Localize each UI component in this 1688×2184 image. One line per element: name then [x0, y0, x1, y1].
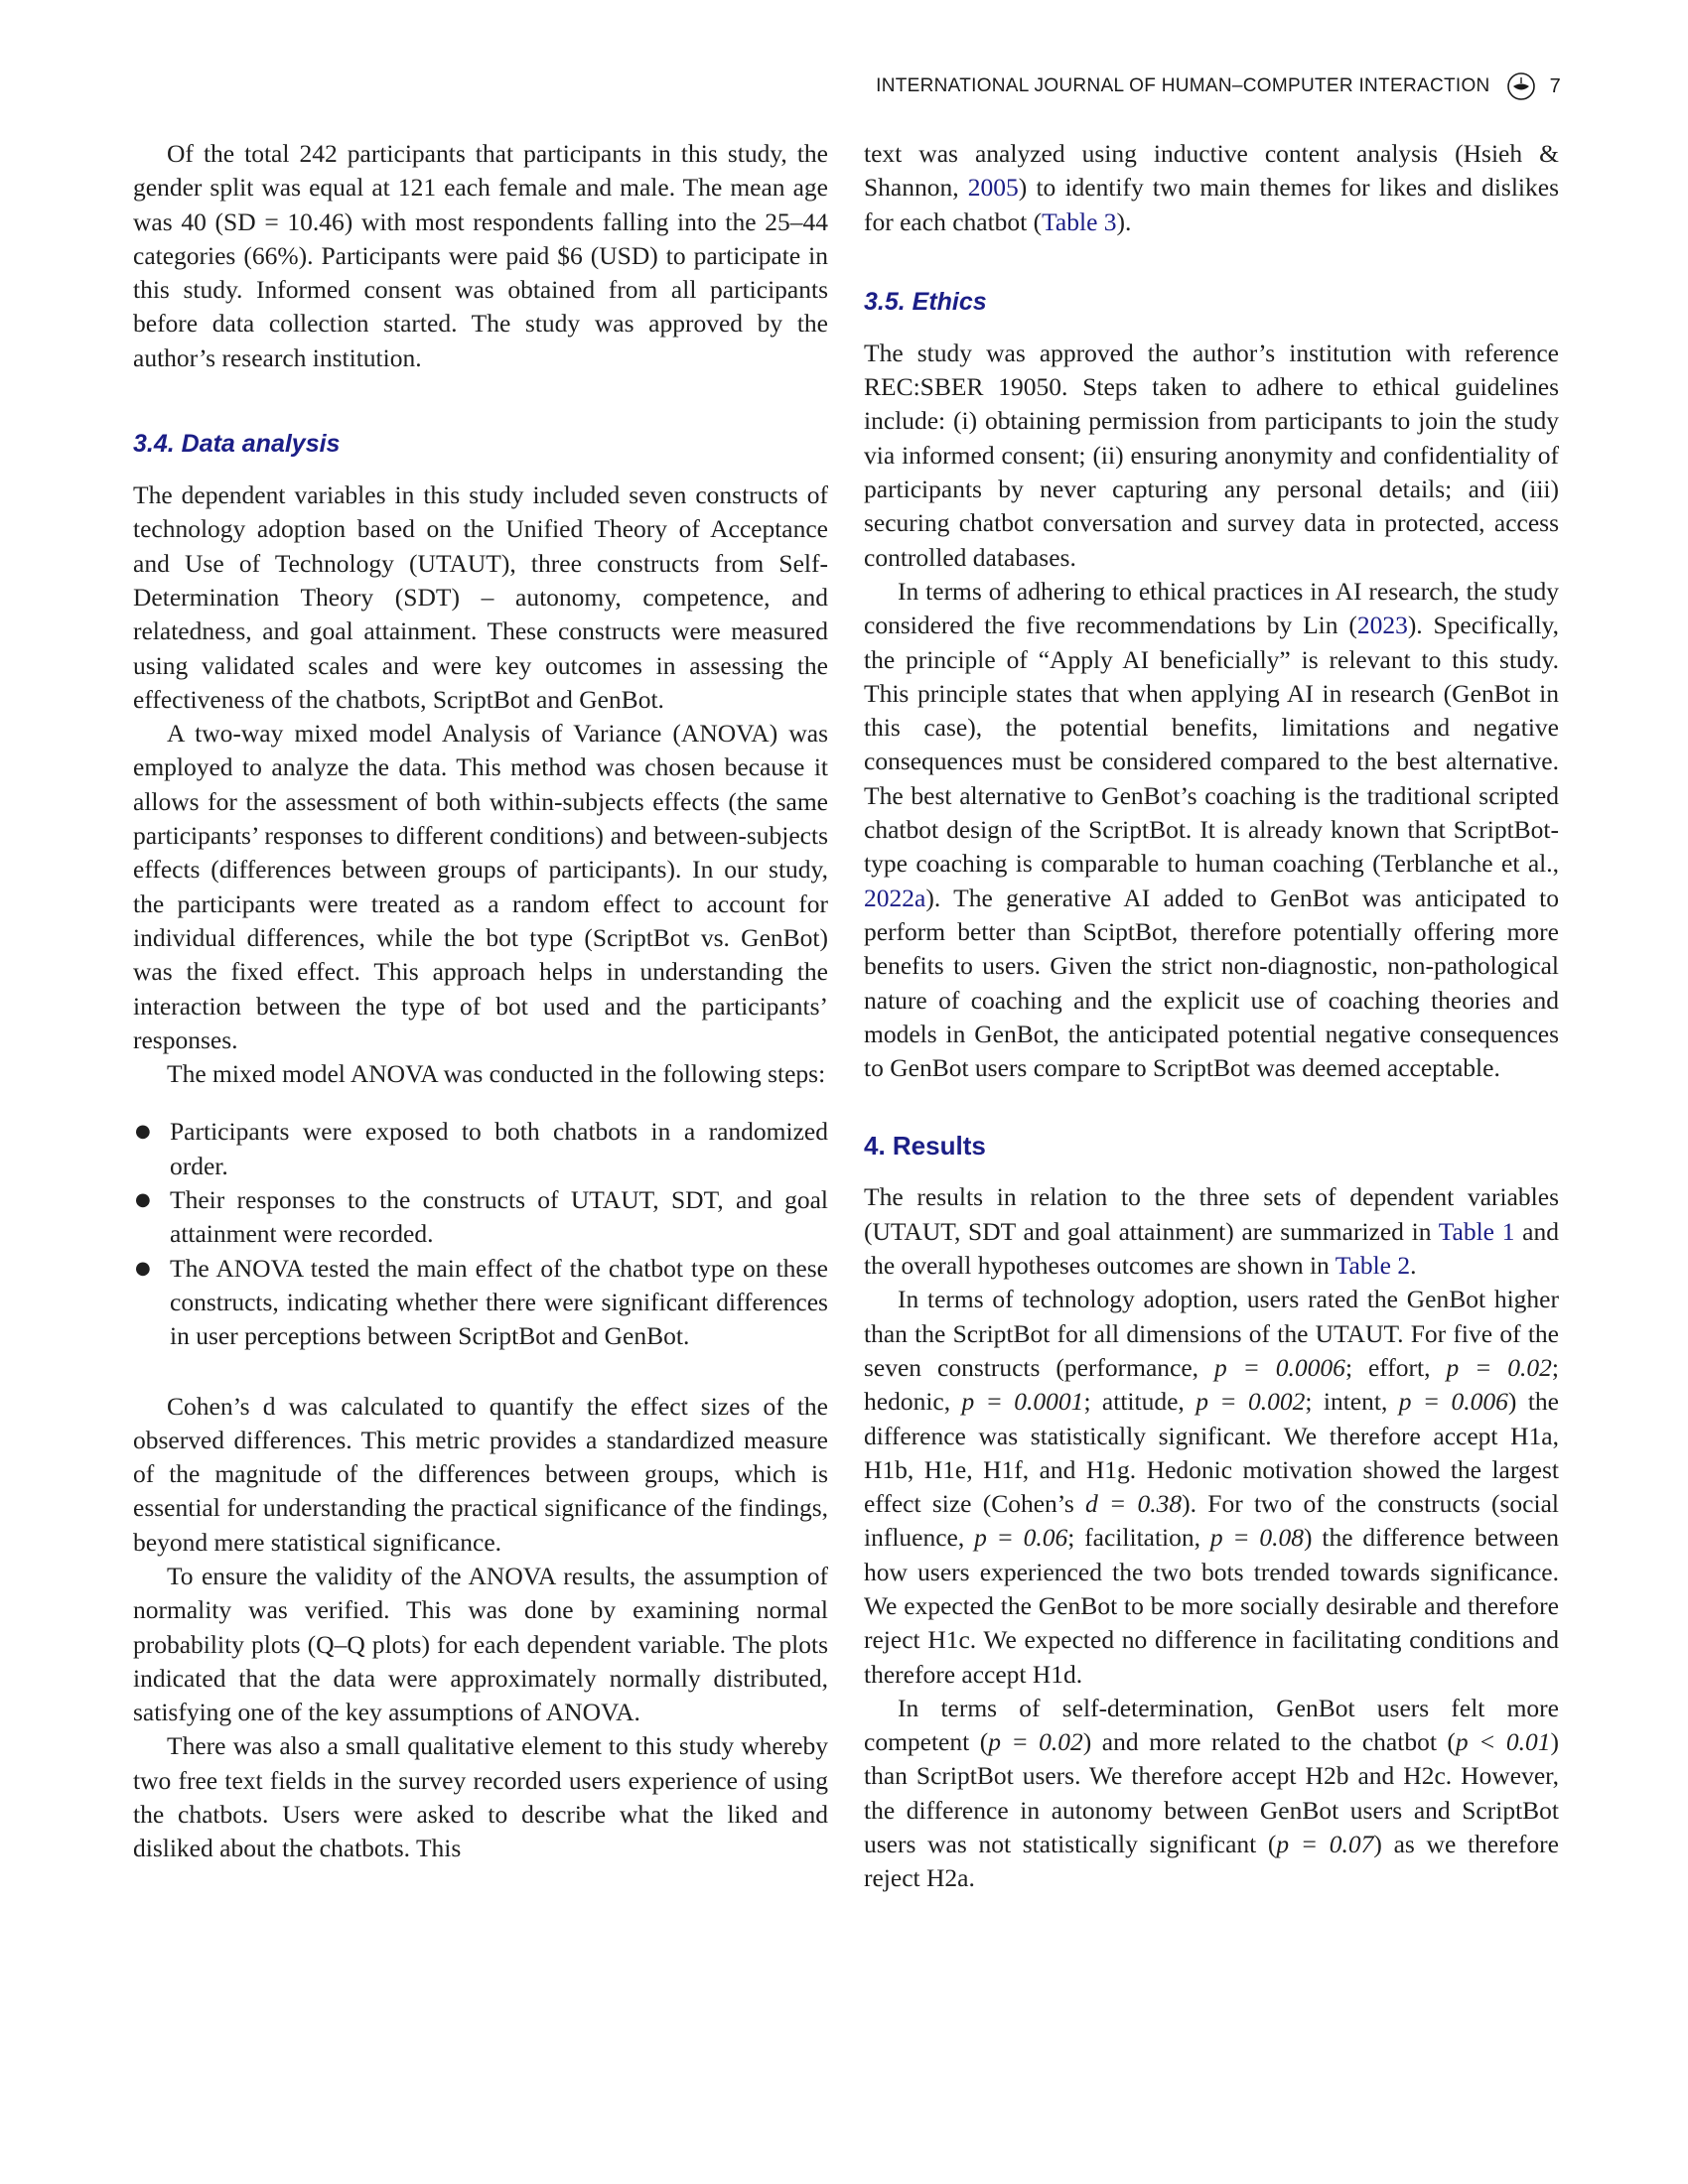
- paragraph-content-analysis: text was analyzed using inductive content analysis (Hsieh & Shannon, 2005) to identify two main themes for likes and dislikes for each chatbot (Table 3).: [864, 139, 1559, 236]
- paragraph-dependent-variables: The dependent variables in this study included seven constructs of technology adoption based on the Unified Theory of Acceptance and Use of Technology (UTAUT), three constructs from Self-Determination Theory (SDT) – autonomy, competence, and relatedness, and goal attainment. These constructs were measured using validated scales and were key outcomes in assessing the effectiveness of the chatbots, ScriptBot and GenBot.: [133, 480, 828, 714]
- list-item: ● Their responses to the constructs of UTAUT, SDT, and goal attainment were recorded.: [135, 1185, 828, 1249]
- paragraph-technology-adoption: In terms of technology adoption, users rated the GenBot higher than the ScriptBot for all dimensions of the UTAUT. For five of the seven constructs (performance, p = 0.0006; effort, p = 0.02; hedonic, p = 0.0001; attitude, p = 0.002; intent, p = 0.006) the difference was statistically significant. We therefore accept H1a, H1b, H1e, H1f, and H1g. Hedonic motivation showed the largest effect size (Cohen’s d = 0.38). For two of the constructs (social influence, p = 0.06; facilitation, p = 0.08) the difference between how users experienced the two bots trended towards significance. We expected the GenBot to be more socially desirable and therefore reject H1c. We expected no difference in facilitating conditions and therefore accept H1d.: [864, 1285, 1559, 1689]
- citation-link-2005[interactable]: 2005: [967, 173, 1019, 203]
- right-column: [864, 137, 1559, 1896]
- citation-link-2023[interactable]: 2023: [1356, 611, 1408, 640]
- stat-performance: p = 0.0006: [1213, 1352, 1345, 1382]
- paragraph-anova: A two-way mixed model Analysis of Variance (ANOVA) was employed to analyze the data. This method was chosen because it allows for the assessment of both within-subjects effects (the same participants’ responses to different conditions) and between-subjects effects (differences between groups of participants). In our study, the participants were treated as a random effect to account for individual differences, while the bot type (ScriptBot vs. GenBot) was the fixed effect. This approach helps in understanding the interaction between the type of bot used and the participants’ responses.: [133, 719, 828, 1054]
- table-1-link[interactable]: Table 1: [1438, 1216, 1515, 1246]
- stat-hedonic: p = 0.0001: [961, 1387, 1084, 1417]
- list-item: ● The ANOVA tested the main effect of the chatbot type on these constructs, indicating whether there were significant differences in user perceptions between ScriptBot and GenBot.: [135, 1253, 828, 1351]
- section-heading-data-analysis: 3.4. Data analysis: [133, 430, 341, 459]
- stat-autonomy: p = 0.07: [1276, 1830, 1374, 1859]
- stat-relatedness: p < 0.01: [1455, 1727, 1551, 1757]
- section-heading-ethics: 3.5. Ethics: [864, 287, 987, 316]
- stat-intent: p = 0.006: [1398, 1387, 1508, 1417]
- paragraph-normality: To ensure the validity of the ANOVA results, the assumption of normality was verified. This was done by examining normal probability plots (Q–Q plots) for each dependent variable. The plots indicated that the data were approximately normally distributed, satisfying one of the key assumptions of ANOVA.: [133, 1561, 828, 1727]
- table-2-link[interactable]: Table 2: [1335, 1251, 1411, 1281]
- list-item: ● Participants were exposed to both chatbots in a randomized order.: [135, 1117, 828, 1180]
- journal-title: INTERNATIONAL JOURNAL OF HUMAN–COMPUTER INTERACTION: [876, 75, 1490, 96]
- paragraph-mixed-model: The mixed model ANOVA was conducted in the following steps:: [167, 1059, 826, 1089]
- bullet-icon: ●: [135, 1257, 151, 1279]
- bullet-icon: ●: [135, 1121, 151, 1143]
- paragraph-self-determination: In terms of self-determination, GenBot users felt more competent (p = 0.02) and more related to the chatbot (p < 0.01) than ScriptBot users. We therefore accept H2b and H2c. However, the difference in autonomy between GenBot users and ScriptBot users was not statistically significant (p = 0.07) as we therefore reject H2a.: [864, 1693, 1559, 1893]
- stat-effort: p = 0.02: [1446, 1352, 1552, 1382]
- section-heading-results: 4. Results: [864, 1131, 986, 1161]
- running-header: [876, 71, 1561, 101]
- paragraph-ethics-approval: The study was approved the author’s institution with reference REC:SBER 19050. Steps taken to adhere to ethical guidelines include: (i) obtaining permission from participants to join the study via informed consent; (ii) ensuring anonymity and confidentiality of participants by never capturing any personal details; and (iii) securing chatbot conversation and survey data in protected, access controlled databases.: [864, 338, 1559, 572]
- stat-facilitation: p = 0.08: [1209, 1523, 1305, 1553]
- stat-social-influence: p = 0.06: [974, 1523, 1068, 1553]
- steps-list: [133, 1115, 828, 1353]
- paragraph-results-summary: The results in relation to the three sets of dependent variables (UTAUT, SDT and goal attainment) are summarized in Table 1 and the overall hypotheses outcomes are shown in Table 2.: [864, 1182, 1559, 1281]
- left-column: [133, 137, 828, 1866]
- stat-competence: p = 0.02: [988, 1727, 1083, 1757]
- page-number: 7: [1549, 74, 1561, 97]
- stat-attitude: p = 0.002: [1196, 1387, 1306, 1417]
- paragraph-cohens-d: Cohen’s d was calculated to quantify the effect sizes of the observed differences. This metric provides a standardized measure of the magnitude of the differences between groups, which is essential for understanding the practical significance of the findings, beyond mere statistical significance.: [133, 1391, 828, 1557]
- stat-cohens-d: d = 0.38: [1085, 1489, 1183, 1519]
- table-3-link[interactable]: Table 3: [1042, 206, 1117, 236]
- paragraph-participants: Of the total 242 participants that participants in this study, the gender split was equal at 121 each female and male. The mean age was 40 (SD = 10.46) with most respondents falling into the 25–44 categories (66%). Participants were paid $6 (USD) to participate in this study. Informed consent was obtained from all participants before data collection started. The study was approved by the author’s research institution.: [133, 139, 828, 372]
- bullet-icon: ●: [135, 1189, 151, 1211]
- paragraph-ethics-ai: In terms of adhering to ethical practices in AI research, the study considered the five recommendations by Lin (2023). Specifically, the principle of “Apply AI beneficially” is relevant to this study. This principle states that when applying AI in research (GenBot in this case), the potential benefits, limitations and negative consequences must be considered compared to the best alternative. The best alternative to GenBot’s coaching is the traditional scripted chatbot design of the ScriptBot. It is already known that ScriptBot-type coaching is comparable to human coaching (Terblanche et al., 2022a). The generative AI added to GenBot was anticipated to perform better than SciptBot, therefore potentially offering more benefits to users. Given the strict non-diagnostic, non-pathological nature of coaching and the explicit use of coaching theories and models in GenBot, the anticipated potential negative consequences to GenBot users compare to ScriptBot was deemed acceptable.: [864, 576, 1559, 1083]
- journal-logo-icon: [1506, 71, 1536, 101]
- citation-link-2022a[interactable]: 2022a: [864, 883, 926, 912]
- paragraph-qualitative: There was also a small qualitative element to this study whereby two free text fields in the survey recorded users experience of using the chatbots. Users were asked to describe what the liked and disliked about the chatbots. This: [133, 1731, 828, 1863]
